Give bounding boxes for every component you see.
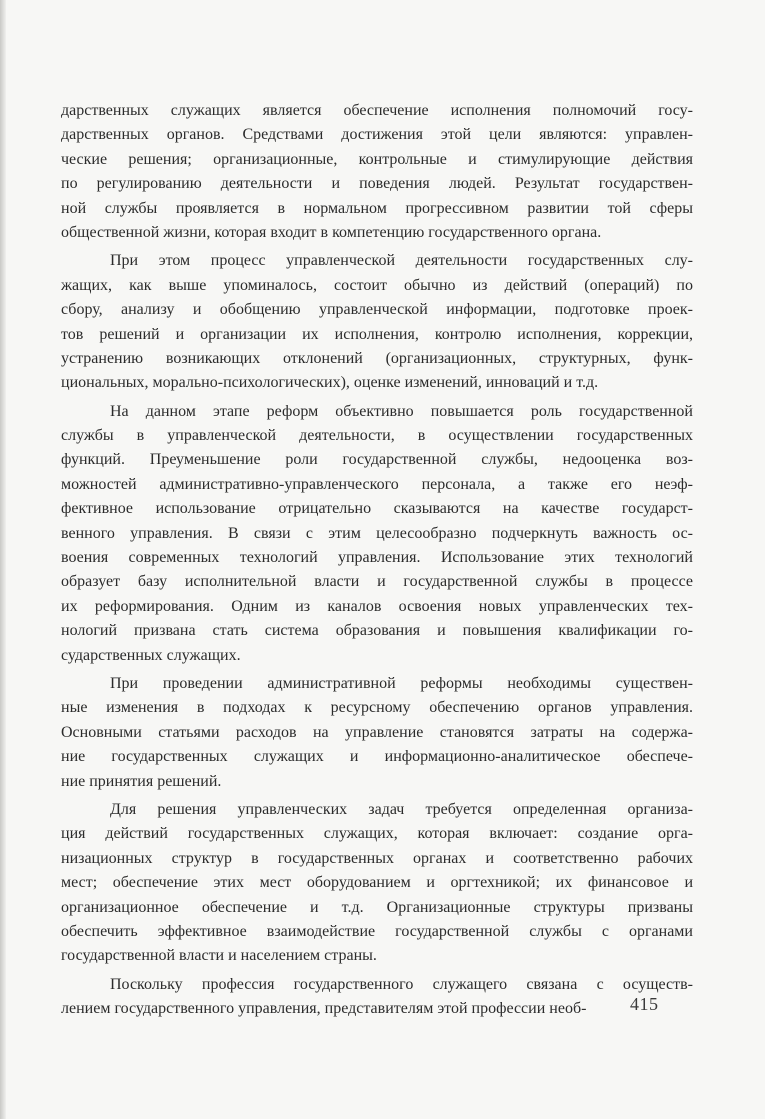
text-line: ческие решения; организационные, контрольные и стимулирующие действия: [61, 150, 693, 168]
paragraph: [61, 672, 693, 794]
text-line: При проведении административной реформы необходимы существен-: [110, 674, 693, 692]
text-line: дарственных органов. Средствами достижения этой цели являются: управлен-: [61, 126, 693, 144]
text-line: низационных структур в государственных органах и соответственно рабочих: [61, 849, 693, 867]
text-line: циональных, морально-психологических), оценке изменений, инноваций и т.д.: [61, 374, 599, 392]
text-line: их реформирования. Одним из каналов освоения новых управленческих тех-: [61, 597, 693, 615]
body-text: [61, 99, 693, 1025]
text-line: по регулированию деятельности и поведения людей. Результат государствен-: [61, 175, 693, 193]
text-line: устранению возникающих отклонений (организационных, структурных, функ-: [61, 349, 693, 367]
text-line: можностей административно-управленческого персонала, а также его неэф-: [61, 475, 693, 493]
page-number: 415: [630, 994, 659, 1014]
text-line: жащих, как выше упоминалось, состоит обычно из действий (операций) по: [61, 276, 693, 294]
text-line: службы в управленческой деятельности, в осуществлении государственных: [61, 427, 693, 445]
text-line: воения современных технологий управления. Использование этих технологий: [61, 549, 693, 567]
paragraph: [61, 798, 693, 969]
paragraph: [61, 99, 693, 245]
paragraph: [61, 973, 693, 1022]
text-line: При этом процесс управленческой деятельности государственных слу-: [110, 252, 693, 270]
text-line: общественной жизни, которая входит в компетенцию государственного органа.: [61, 223, 602, 241]
text-line: функций. Преуменьшение роли государственной службы, недооценка воз-: [61, 451, 693, 469]
text-line: Основными статьями расходов на управление становятся затраты на содержа-: [61, 723, 693, 741]
text-line: государственной власти и населением страны.: [61, 947, 377, 965]
text-line: тов решений и организации их исполнения, контролю исполнения, коррекции,: [61, 325, 693, 343]
text-line: фективное использование отрицательно сказываются на качестве государст-: [61, 500, 693, 518]
text-line: ция действий государственных служащих, которая включает: создание орга-: [61, 825, 693, 843]
text-line: организационное обеспечение и т.д. Организационные структуры призваны: [61, 898, 693, 916]
paragraph: [61, 400, 693, 668]
page-binding-edge: [0, 0, 6, 1119]
text-line: ние государственных служащих и информационно-аналитическое обеспече-: [61, 748, 693, 766]
text-line: ние принятия решений.: [61, 772, 222, 790]
text-line: обеспечить эффективное взаимодействие государственной службы с органами: [61, 922, 693, 940]
text-line: ной службы проявляется в нормальном прогрессивном развитии той сферы: [61, 199, 693, 217]
text-line: мест; обеспечение этих мест оборудованием и оргтехникой; их финансовое и: [61, 874, 693, 892]
paragraph: [61, 249, 693, 395]
text-line: венного управления. В связи с этим целесообразно подчеркнуть важность ос-: [61, 524, 693, 542]
text-line: Для решения управленческих задач требуется определенная организа-: [110, 800, 693, 818]
text-line: лением государственного управления, представителям этой профессии необ-: [61, 1000, 587, 1018]
text-line: сударственных служащих.: [61, 646, 241, 664]
text-line: На данном этапе реформ объективно повышается роль государственной: [110, 402, 693, 420]
text-line: ные изменения в подходах к ресурсному обеспечению органов управления.: [61, 699, 693, 717]
text-line: сбору, анализу и обобщению управленческой информации, подготовке проек-: [61, 301, 693, 319]
text-line: образует базу исполнительной власти и государственной службы в процессе: [61, 573, 693, 591]
text-line: Поскольку профессия государственного служащего связана с осуществ-: [110, 975, 693, 993]
text-line: нологий призвана стать система образования и повышения квалификации го-: [61, 622, 693, 640]
text-line: дарственных служащих является обеспечение исполнения полномочий госу-: [61, 102, 693, 119]
